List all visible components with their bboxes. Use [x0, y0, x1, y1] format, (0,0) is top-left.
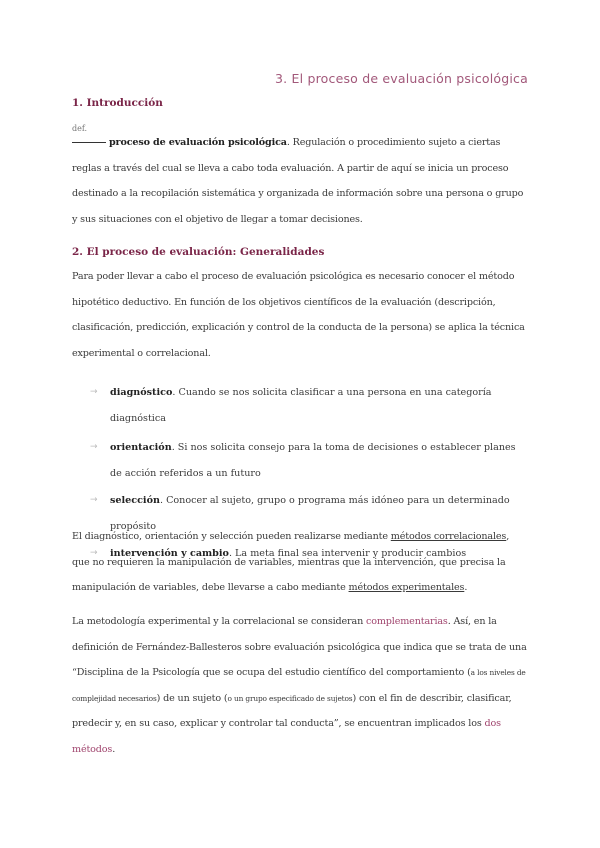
methodology-paragraph	[72, 609, 528, 762]
section-heading-generalidades: 2. El proceso de evaluación: Generalidades	[72, 246, 325, 258]
grupo-note: o un grupo especificado de sujetos	[227, 693, 353, 703]
section-heading-introduccion: 1. Introducción	[72, 97, 163, 109]
arrow-right-icon: →	[90, 495, 98, 505]
methodology-text: .	[112, 743, 116, 755]
niveles-note: a los niveles de complejidad necesarios	[72, 668, 526, 703]
methodology-text: La metodología experimental y la correlacional se consideran	[72, 616, 366, 627]
arrow-right-icon: →	[90, 387, 98, 397]
definition-rule	[72, 142, 106, 143]
dos-metodos-highlight: dos métodos	[72, 718, 501, 755]
list-item-term: diagnóstico	[110, 387, 173, 398]
list-item-term: selección	[110, 495, 160, 506]
methods-text: , que no requieren la manipulación de variables, mientras que la intervención, que precisa la manipulación de variables, debe llevarse a cabo mediante	[72, 531, 510, 593]
list-item-text: . La meta final sea intervenir y producir cambios	[228, 548, 467, 559]
list-item-text: . Conocer al sujeto, grupo o programa más idóneo para un determinado propósito	[110, 495, 510, 532]
methods-text: El diagnóstico, orientación y selección pueden realizarse mediante	[72, 531, 391, 542]
generalidades-paragraph: Para poder llevar a cabo el proceso de evaluación psicológica es necesario conocer el método hipotético deductivo. En función de los objetivos científicos de la evaluación (descripción, clasificación, predicción, explicación y control de la conducta de la persona) se aplica la técnica experimental o correlacional.	[72, 271, 525, 359]
list-item	[90, 435, 530, 486]
intro-paragraph	[72, 130, 528, 232]
list-item-text: . Cuando se nos solicita clasificar a una persona en una categoría diagnóstica	[110, 387, 492, 424]
chapter-title: 3. El proceso de evaluación psicológica	[275, 71, 528, 86]
methodology-text: ) de un sujeto (	[156, 692, 228, 704]
intro-text: . Regulación o procedimiento sujeto a ciertas reglas a través del cual se lleva a cabo toda evaluación. A partir de aquí se inicia un proceso destinado a la recopilación sistemática y organizada de información sobre una persona o grupo y sus situaciones con el objetivo de llegar a tomar decisiones.	[72, 137, 524, 225]
metodos-experimentales-link: métodos experimentales	[348, 582, 465, 593]
arrow-right-icon: →	[90, 548, 98, 558]
def-label: def.	[72, 124, 88, 133]
list-item-term: intervención y cambio	[110, 548, 229, 559]
methods-paragraph	[72, 524, 528, 601]
list-item-text: . Si nos solicita consejo para la toma de decisiones o establecer planes de acción referidos a un futuro	[110, 442, 516, 479]
list-item	[90, 380, 530, 431]
term-proceso-evaluacion: proceso de evaluación psicológica	[109, 137, 287, 148]
metodos-correlacionales-link: métodos correlacionales	[390, 531, 507, 542]
methodology-text: ) con el fin de describir, clasificar, predecir y, en su caso, explicar y controlar tal conducta”, se encuentran implicados los	[72, 692, 512, 729]
methodology-text: . Así, en la definición de Fernández-Ballesteros sobre evaluación psicológica que indica que se trata de una “Disciplina de la Psicología que se ocupa del estudio científico del comportamiento (	[72, 616, 527, 678]
complementarias-highlight: complementarias	[366, 616, 448, 627]
arrow-right-icon: →	[90, 442, 98, 452]
list-item-term: orientación	[110, 442, 172, 453]
methods-text: .	[464, 582, 468, 593]
